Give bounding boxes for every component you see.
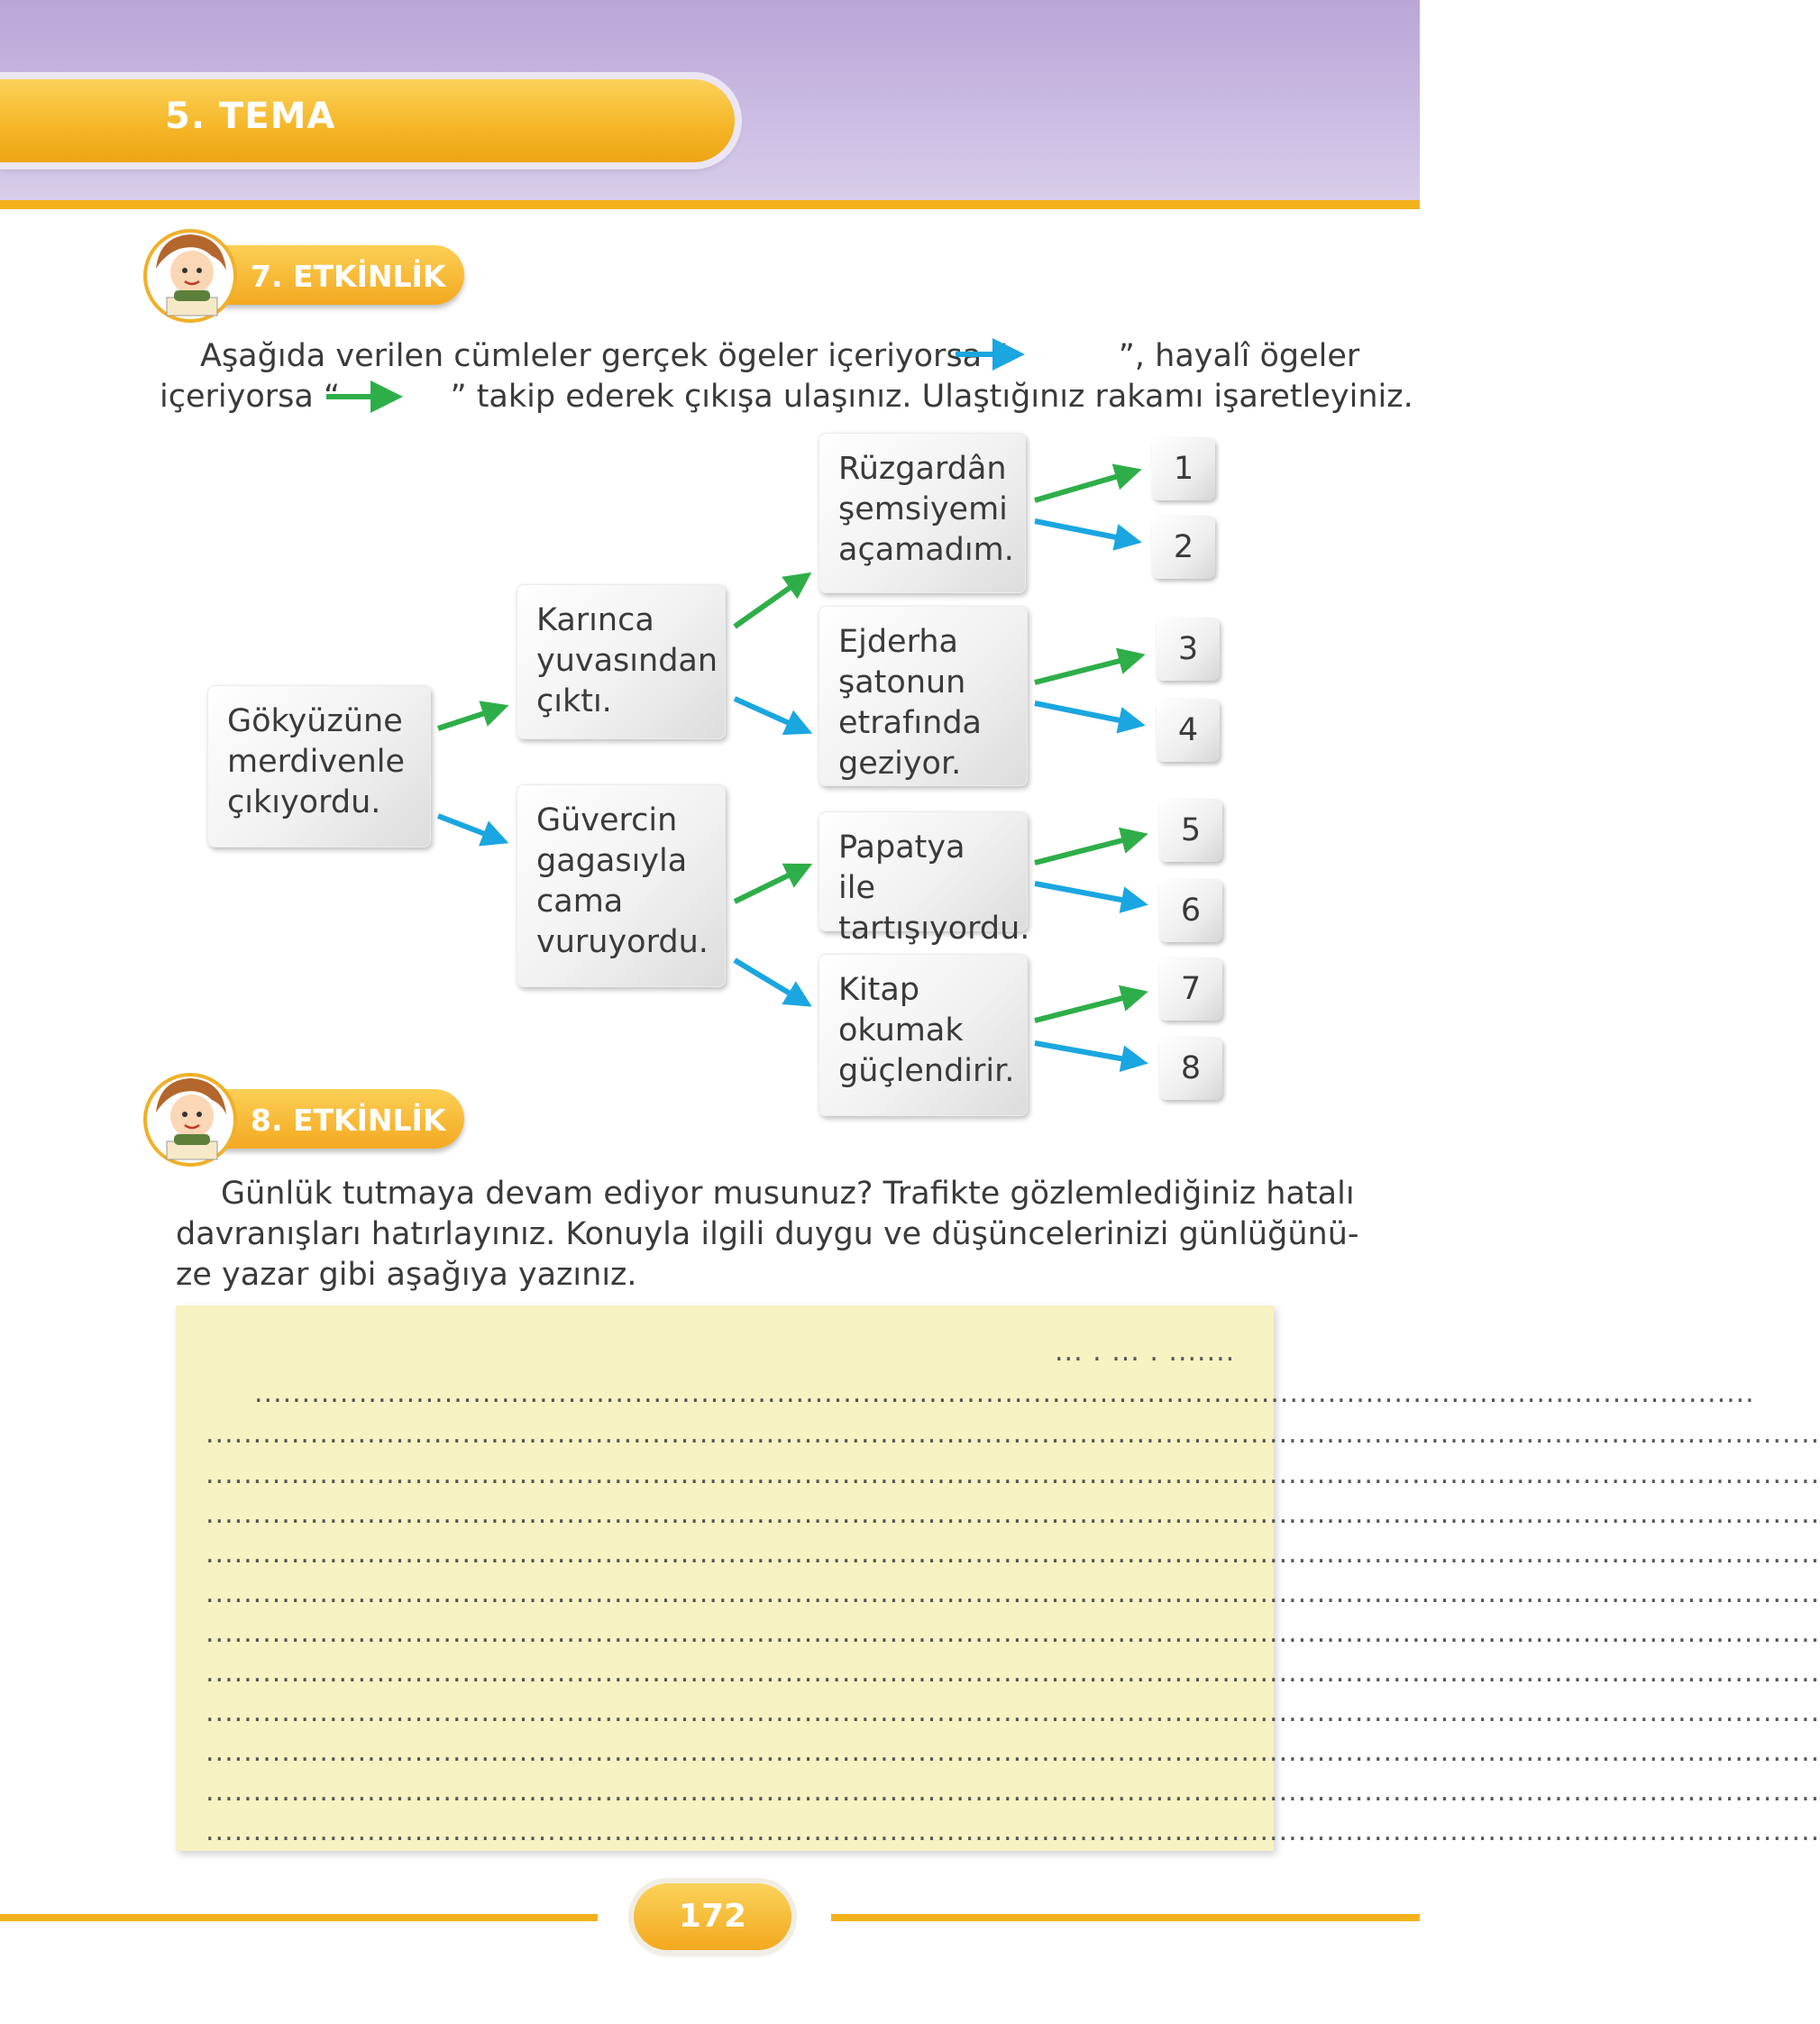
maze-box-level2-top: Karınca yuvasından çıktı. — [517, 584, 726, 739]
maze-box-level3-1: Rüzgardân şemsiyemi açamadım. — [819, 433, 1026, 593]
footer-line-right — [831, 1914, 1420, 1921]
page-number: 172 — [634, 1883, 791, 1950]
exit-number-5[interactable]: 5 — [1159, 799, 1222, 862]
diary-writing-line[interactable]: .......................................................................................................................................................................... — [206, 1657, 1820, 1689]
header-stripe — [0, 200, 1420, 209]
diary-writing-line[interactable]: .......................................................................................................................................................................... — [206, 1498, 1820, 1530]
exit-number-1[interactable]: 1 — [1152, 437, 1215, 500]
activity7-instruction-line2: içeriyorsa “ ” takip ederek çıkışa ulaşınız. Ulaştığınız rakamı işaretleyiniz. — [160, 379, 1413, 415]
arrow-l2bottom-down — [735, 960, 805, 1003]
girl-mascot-icon — [140, 225, 237, 326]
arrow-start-up — [438, 708, 501, 728]
arrow-l2bottom-up — [735, 867, 805, 902]
exit-number-7[interactable]: 7 — [1159, 957, 1222, 1021]
arrow-l2top-down — [735, 699, 805, 730]
diary-writing-line[interactable]: .......................................................................................................................................................................... — [206, 1578, 1820, 1609]
activity8-instruction-line3: ze yazar gibi aşağıya yazınız. — [176, 1257, 637, 1293]
arrow-l3-1-up — [1035, 472, 1134, 500]
arrow-l2top-up — [735, 577, 805, 627]
exit-number-4[interactable]: 4 — [1157, 699, 1220, 762]
arrow-l3-3-up — [1035, 836, 1140, 863]
theme-label: 5. TEMA — [165, 96, 336, 137]
diary-indented-line[interactable]: .............................................................................................................................................................. — [254, 1378, 1755, 1409]
girl-mascot-icon — [140, 1069, 237, 1170]
activity8-instruction-line2: davranışları hatırlayınız. Konuyla ilgili duygu ve düşüncelerinizi günlüğünü- — [176, 1216, 1359, 1252]
exit-number-3[interactable]: 3 — [1157, 618, 1220, 681]
activity8-title: 8. ETKİNLİK — [251, 1103, 446, 1138]
exit-number-8[interactable]: 8 — [1159, 1037, 1222, 1100]
diary-writing-line[interactable]: .......................................................................................................................................................................... — [206, 1816, 1820, 1847]
maze-box-start: Gökyüzüne merdivenle çıkıyordu. — [207, 685, 431, 847]
diary-writing-line[interactable]: .......................................................................................................................................................................... — [206, 1736, 1820, 1768]
diary-writing-line[interactable]: .......................................................................................................................................................................... — [206, 1459, 1820, 1490]
maze-box-level3-2: Ejderha şatonun etrafında geziyor. — [819, 606, 1028, 786]
arrow-start-down — [438, 816, 501, 840]
maze-box-level2-bottom: Güvercin gagasıyla cama vuruyordu. — [517, 784, 726, 987]
arrow-l3-4-down — [1035, 1043, 1140, 1062]
diary-writing-line[interactable]: .......................................................................................................................................................................... — [206, 1617, 1820, 1649]
activity7-title: 7. ETKİNLİK — [251, 259, 446, 294]
diary-writing-line[interactable]: .......................................................................................................................................................................... — [206, 1538, 1820, 1570]
footer-line-left — [0, 1914, 598, 1921]
diary-writing-line[interactable]: .......................................................................................................................................................................... — [206, 1418, 1820, 1450]
theme-tab — [0, 79, 735, 162]
arrow-l3-1-down — [1035, 521, 1134, 541]
arrow-l3-2-down — [1035, 703, 1138, 724]
exit-number-6[interactable]: 6 — [1159, 879, 1222, 942]
maze-box-level3-4: Kitap okumak güçlendirir. — [819, 954, 1028, 1116]
diary-writing-line[interactable]: .......................................................................................................................................................................... — [206, 1697, 1820, 1728]
diary-writing-line[interactable]: .......................................................................................................................................................................... — [206, 1776, 1820, 1808]
arrow-l3-2-up — [1035, 656, 1138, 682]
arrow-l3-4-up — [1035, 994, 1140, 1021]
activity8-instruction-line1: Günlük tutmaya devam ediyor musunuz? Trafikte gözlemlediğiniz hatalı — [221, 1176, 1355, 1212]
arrow-l3-3-down — [1035, 884, 1140, 903]
activity7-instruction-line1: Aşağıda verilen cümleler gerçek ögeler içeriyorsa “ ”, hayalî ögeler — [200, 338, 1360, 374]
exit-number-2[interactable]: 2 — [1152, 516, 1215, 579]
maze-box-level3-3: Papatya ile tartışıyordu. — [819, 811, 1028, 931]
diary-date-line[interactable]: ... . ... . ....... — [1055, 1336, 1236, 1368]
